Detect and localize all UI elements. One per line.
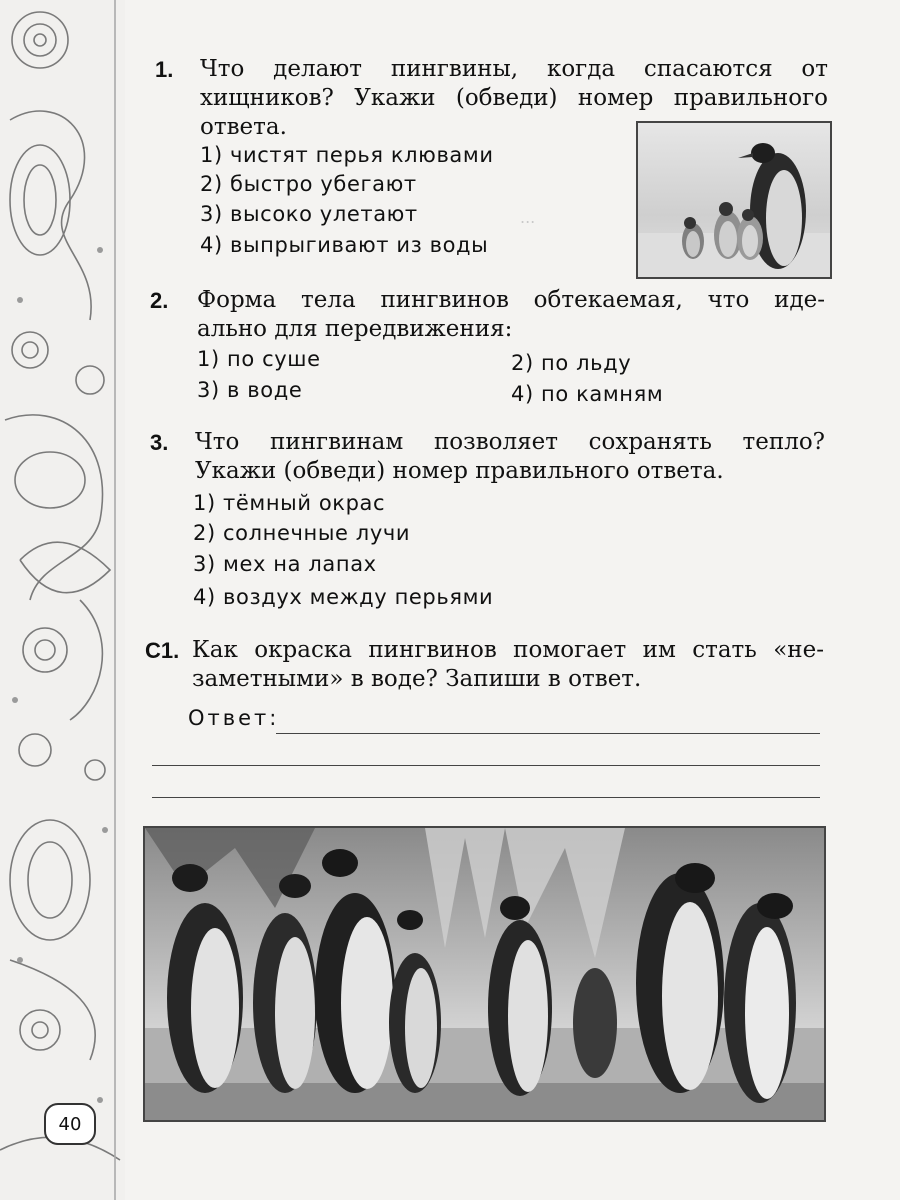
answer-line[interactable] — [152, 765, 820, 766]
question-text-line: Форма тела пингвинов обтекаемая, что иде- — [197, 287, 825, 313]
answer-option[interactable]: 3) мех на лапах — [193, 552, 377, 576]
answer-label: Ответ: — [188, 706, 280, 730]
question-text-line: Как окраска пингвинов помогает им стать «не- — [192, 637, 824, 663]
answer-option[interactable]: 1) тёмный окрас — [193, 491, 386, 515]
question-text-line: ответа. — [200, 114, 287, 140]
answer-option[interactable]: 4) по камням — [511, 382, 664, 406]
page-number: 40 — [44, 1103, 96, 1145]
answer-option[interactable]: 3) в воде — [197, 378, 303, 402]
penguin-photo-large — [143, 826, 826, 1122]
answer-option[interactable]: 1) чистят перья клювами — [200, 143, 494, 167]
answer-option[interactable]: 4) воздух между перьями — [193, 585, 494, 609]
penguin-photo-small — [636, 121, 832, 279]
question-text-line: Что делают пингвины, когда спасаются от — [200, 56, 828, 82]
answer-line[interactable] — [276, 733, 820, 734]
answer-option[interactable]: 3) высоко улетают — [200, 202, 418, 226]
question-text-line: хищников? Укажи (обведи) номер правильного — [200, 85, 828, 111]
floral-ornament — [0, 0, 125, 1200]
answer-option[interactable]: 2) быстро убегают — [200, 172, 417, 196]
answer-option[interactable]: 2) по льду — [511, 351, 632, 375]
answer-option[interactable]: 2) солнечные лучи — [193, 521, 411, 545]
question-number: 3. — [150, 430, 169, 455]
question-text-line: Укажи (обведи) номер правильного ответа. — [195, 458, 724, 484]
question-number: С1. — [145, 638, 180, 663]
question-text-line: Что пингвинам позволяет сохранять тепло? — [195, 429, 825, 455]
question-number: 2. — [150, 288, 169, 313]
answer-option[interactable]: 4) выпрыгивают из воды — [200, 233, 489, 257]
question-number: 1. — [155, 57, 174, 82]
question-text-line: заметными» в воде? Запиши в ответ. — [192, 666, 642, 692]
question-text-line: ально для передвижения: — [197, 316, 513, 342]
answer-line[interactable] — [152, 797, 820, 798]
answer-option[interactable]: 1) по суше — [197, 347, 321, 371]
bleed-through-text: ... — [520, 208, 536, 227]
